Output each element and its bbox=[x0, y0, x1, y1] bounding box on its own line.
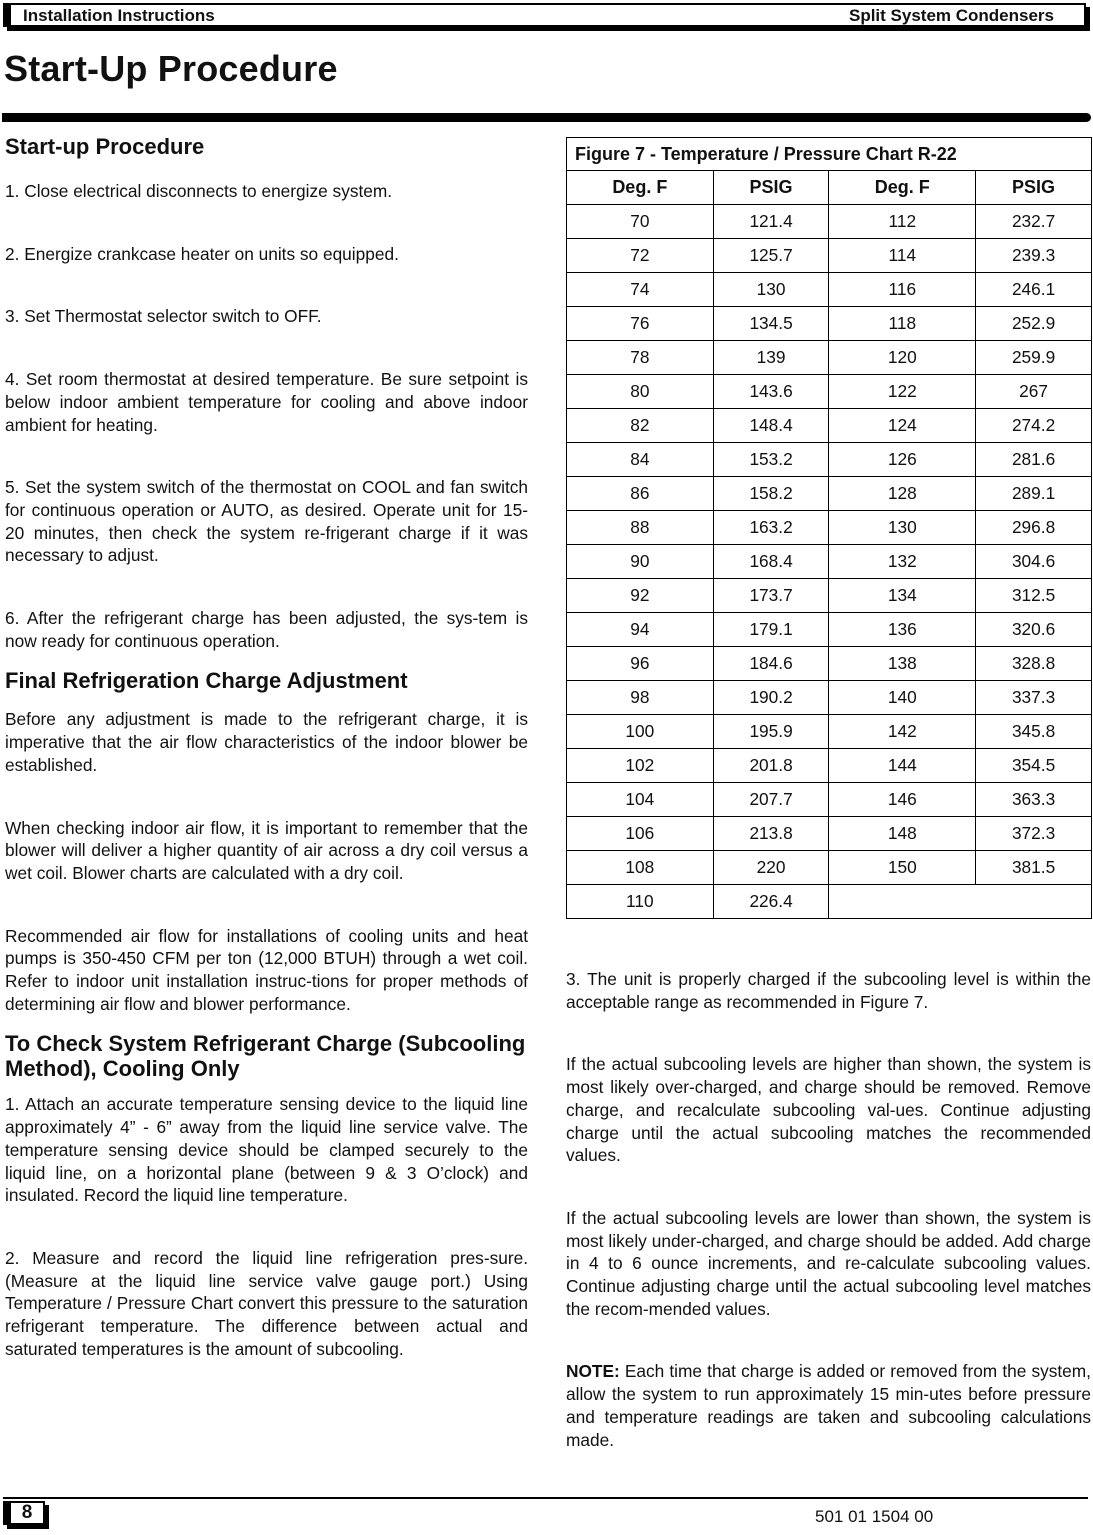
table-cell: 112 bbox=[829, 205, 976, 239]
table-row bbox=[567, 647, 1092, 681]
table-cell: 76 bbox=[567, 307, 714, 341]
table-cell: 122 bbox=[829, 375, 976, 409]
table-cell: 226.4 bbox=[713, 885, 829, 919]
table-cell: 345.8 bbox=[976, 715, 1092, 749]
note-para bbox=[566, 1360, 1091, 1451]
table-row bbox=[567, 851, 1092, 885]
table-row bbox=[567, 273, 1092, 307]
right-column bbox=[566, 968, 1091, 1451]
table-row bbox=[567, 613, 1092, 647]
table-cell: 72 bbox=[567, 239, 714, 273]
col-header-psig-2: PSIG bbox=[976, 171, 1092, 205]
table-row bbox=[567, 443, 1092, 477]
table-row bbox=[567, 307, 1092, 341]
table-cell: 80 bbox=[567, 375, 714, 409]
startup-step-5: 5. Set the system switch of the thermostat on COOL and fan switch for continuous operation or AUTO, as desired. Operate unit for 15-20 minutes, then check the system re-frigerant charge if it was necessary to adjust. bbox=[5, 477, 528, 566]
table-cell: 136 bbox=[829, 613, 976, 647]
table-row bbox=[567, 239, 1092, 273]
table-cell: 289.1 bbox=[976, 477, 1092, 511]
table-row bbox=[567, 783, 1092, 817]
table-cell: 88 bbox=[567, 511, 714, 545]
table-cell: 108 bbox=[567, 851, 714, 885]
table-row bbox=[567, 545, 1092, 579]
startup-step-1: 1. Close electrical disconnects to energize system. bbox=[5, 181, 393, 201]
table-cell: 140 bbox=[829, 681, 976, 715]
table-cell: 143.6 bbox=[713, 375, 829, 409]
table-cell: 126 bbox=[829, 443, 976, 477]
table-cell: 70 bbox=[567, 205, 714, 239]
subcooling-heading: To Check System Refrigerant Charge (Subcooling Method), Cooling Only bbox=[5, 1031, 526, 1082]
table-cell: 142 bbox=[829, 715, 976, 749]
table-cell: 146 bbox=[829, 783, 976, 817]
table-cell: 372.3 bbox=[976, 817, 1092, 851]
table-row bbox=[567, 511, 1092, 545]
table-cell: 232.7 bbox=[976, 205, 1092, 239]
table-caption: Figure 7 - Temperature / Pressure Chart R-22 bbox=[567, 138, 1092, 171]
table-cell: 296.8 bbox=[976, 511, 1092, 545]
final-para-2: When checking indoor air flow, it is important to remember that the blower will deliver a higher quantity of air across a dry coil versus a wet coil. Blower charts are calculated with a dry coil. bbox=[5, 817, 528, 883]
table-cell: 190.2 bbox=[713, 681, 829, 715]
table-cell: 201.8 bbox=[713, 749, 829, 783]
document-number: 501 01 1504 00 bbox=[815, 1507, 934, 1526]
table-row bbox=[567, 477, 1092, 511]
table-row bbox=[567, 579, 1092, 613]
col-header-degf-1: Deg. F bbox=[567, 171, 714, 205]
table-cell: 179.1 bbox=[713, 613, 829, 647]
table-cell: 114 bbox=[829, 239, 976, 273]
startup-heading: Start-up Procedure bbox=[5, 134, 205, 159]
table-cell: 118 bbox=[829, 307, 976, 341]
table-cell: 120 bbox=[829, 341, 976, 375]
table-cell: 274.2 bbox=[976, 409, 1092, 443]
subcooling-step-1: 1. Attach an accurate temperature sensing device to the liquid line approximately 4” - 6” away from the liquid line service valve. The temperature sensing device should be clamped securely to the liquid line, on a horizontal plane (between 9 & 3 O’clock) and insulated. Record the liquid line temperature. bbox=[5, 1094, 528, 1206]
table-cell: 220 bbox=[713, 851, 829, 885]
subcooling-step-3: 3. The unit is properly charged if the subcooling level is within the acceptable range as recommended in Figure 7. bbox=[566, 969, 1091, 1012]
table-cell: 125.7 bbox=[713, 239, 829, 273]
table-cell: 134 bbox=[829, 579, 976, 613]
table-row bbox=[567, 681, 1092, 715]
table-cell: 100 bbox=[567, 715, 714, 749]
undercharged-para: If the actual subcooling levels are lower than shown, the system is most likely under-charged, and charge should be added. Add charge in 4 to 6 ounce increments, and re-calculate subcooling values. Continue adjusting charge until the actual subcooling level matches the recom-mended values. bbox=[566, 1207, 1091, 1319]
table-cell: 363.3 bbox=[976, 783, 1092, 817]
table-cell: 150 bbox=[829, 851, 976, 885]
table-row bbox=[567, 817, 1092, 851]
table-row bbox=[567, 409, 1092, 443]
table-cell: 86 bbox=[567, 477, 714, 511]
table-cell: 139 bbox=[713, 341, 829, 375]
note-text: Each time that charge is added or removed from the system, allow the system to run approximately 15 min-utes before pressure and temperature readings are taken and subcooling calculations made. bbox=[566, 1361, 1091, 1450]
table-cell: 184.6 bbox=[713, 647, 829, 681]
table-cell: 92 bbox=[567, 579, 714, 613]
header-left-title: Installation Instructions bbox=[23, 6, 215, 25]
table-cell: 195.9 bbox=[713, 715, 829, 749]
table-cell: 173.7 bbox=[713, 579, 829, 613]
table-cell: 213.8 bbox=[713, 817, 829, 851]
table-header-row bbox=[567, 171, 1092, 205]
table-cell: 130 bbox=[829, 511, 976, 545]
table-cell: 281.6 bbox=[976, 443, 1092, 477]
table-cell: 134.5 bbox=[713, 307, 829, 341]
table-empty-cell bbox=[829, 885, 1092, 919]
table-cell: 144 bbox=[829, 749, 976, 783]
final-adjustment-heading: Final Refrigeration Charge Adjustment bbox=[5, 668, 408, 694]
title-divider bbox=[2, 113, 1091, 122]
table-cell: 259.9 bbox=[976, 341, 1092, 375]
note-label: NOTE: bbox=[566, 1361, 620, 1382]
table-cell: 158.2 bbox=[713, 477, 829, 511]
table-cell: 148 bbox=[829, 817, 976, 851]
table-row bbox=[567, 205, 1092, 239]
table-cell: 84 bbox=[567, 443, 714, 477]
table-cell: 337.3 bbox=[976, 681, 1092, 715]
table-cell: 130 bbox=[713, 273, 829, 307]
table-cell: 207.7 bbox=[713, 783, 829, 817]
table-cell: 132 bbox=[829, 545, 976, 579]
left-column bbox=[5, 134, 528, 1361]
table-row bbox=[567, 375, 1092, 409]
table-cell: 98 bbox=[567, 681, 714, 715]
table-cell: 148.4 bbox=[713, 409, 829, 443]
table-cell: 153.2 bbox=[713, 443, 829, 477]
table-cell: 252.9 bbox=[976, 307, 1092, 341]
table-cell: 312.5 bbox=[976, 579, 1092, 613]
table-cell: 110 bbox=[567, 885, 714, 919]
table-cell: 354.5 bbox=[976, 749, 1092, 783]
table-cell: 267 bbox=[976, 375, 1092, 409]
table-cell: 116 bbox=[829, 273, 976, 307]
table-body bbox=[567, 205, 1092, 919]
table-cell: 246.1 bbox=[976, 273, 1092, 307]
table-cell: 104 bbox=[567, 783, 714, 817]
page-header bbox=[3, 3, 1086, 27]
table-cell: 304.6 bbox=[976, 545, 1092, 579]
col-header-psig-1: PSIG bbox=[713, 171, 829, 205]
table-cell: 168.4 bbox=[713, 545, 829, 579]
table-cell: 138 bbox=[829, 647, 976, 681]
table-cell: 82 bbox=[567, 409, 714, 443]
table-cell: 94 bbox=[567, 613, 714, 647]
subcooling-step-2: 2. Measure and record the liquid line refrigeration pres-sure. (Measure at the liquid line service valve gauge port.) Using Temperature / Pressure Chart convert this pressure to the saturation refrigerant temperature. The difference between actual and saturated temperatures is the amount of subcooling. bbox=[5, 1247, 528, 1359]
overcharged-para: If the actual subcooling levels are higher than shown, the system is most likely over-charged, and charge should be removed. Remove charge, and recalculate subcooling val-ues. Continue adjusting charge until the actual subcooling matches the recommended values. bbox=[566, 1054, 1091, 1166]
startup-step-4: 4. Set room thermostat at desired temperature. Be sure setpoint is below indoor ambient temperature for cooling and above indoor ambient for heating. bbox=[5, 369, 528, 435]
page-title: Start-Up Procedure bbox=[4, 48, 338, 89]
table-cell: 106 bbox=[567, 817, 714, 851]
table-cell: 78 bbox=[567, 341, 714, 375]
table-row bbox=[567, 885, 1092, 919]
table-cell: 163.2 bbox=[713, 511, 829, 545]
table-cell: 328.8 bbox=[976, 647, 1092, 681]
table-cell: 124 bbox=[829, 409, 976, 443]
page-number: 8 bbox=[3, 1501, 45, 1525]
table-cell: 320.6 bbox=[976, 613, 1092, 647]
table-cell: 128 bbox=[829, 477, 976, 511]
table-cell: 102 bbox=[567, 749, 714, 783]
table-cell: 121.4 bbox=[713, 205, 829, 239]
table-row bbox=[567, 715, 1092, 749]
table-cell: 239.3 bbox=[976, 239, 1092, 273]
table-row bbox=[567, 749, 1092, 783]
table-row bbox=[567, 341, 1092, 375]
startup-step-6: 6. After the refrigerant charge has been adjusted, the sys-tem is now ready for continuous operation. bbox=[5, 608, 528, 651]
startup-step-2: 2. Energize crankcase heater on units so equipped. bbox=[5, 243, 399, 264]
pressure-chart-table bbox=[566, 137, 1092, 919]
table-cell: 74 bbox=[567, 273, 714, 307]
header-right-title: Split System Condensers bbox=[848, 6, 1054, 25]
col-header-degf-2: Deg. F bbox=[829, 171, 976, 205]
final-para-3: Recommended air flow for installations of cooling units and heat pumps is 350-450 CFM per ton (12,000 BTUH) through a wet coil. Refer to indoor unit installation instruc-tions for proper methods of determining air flow and blower performance. bbox=[5, 925, 528, 1014]
table-cell: 90 bbox=[567, 545, 714, 579]
final-para-1: Before any adjustment is made to the refrigerant charge, it is imperative that the air flow characteristics of the indoor blower be established. bbox=[5, 709, 528, 775]
startup-step-3: 3. Set Thermostat selector switch to OFF. bbox=[5, 306, 322, 327]
table-cell: 96 bbox=[567, 647, 714, 681]
footer-divider bbox=[3, 1497, 1088, 1499]
table-cell: 381.5 bbox=[976, 851, 1092, 885]
